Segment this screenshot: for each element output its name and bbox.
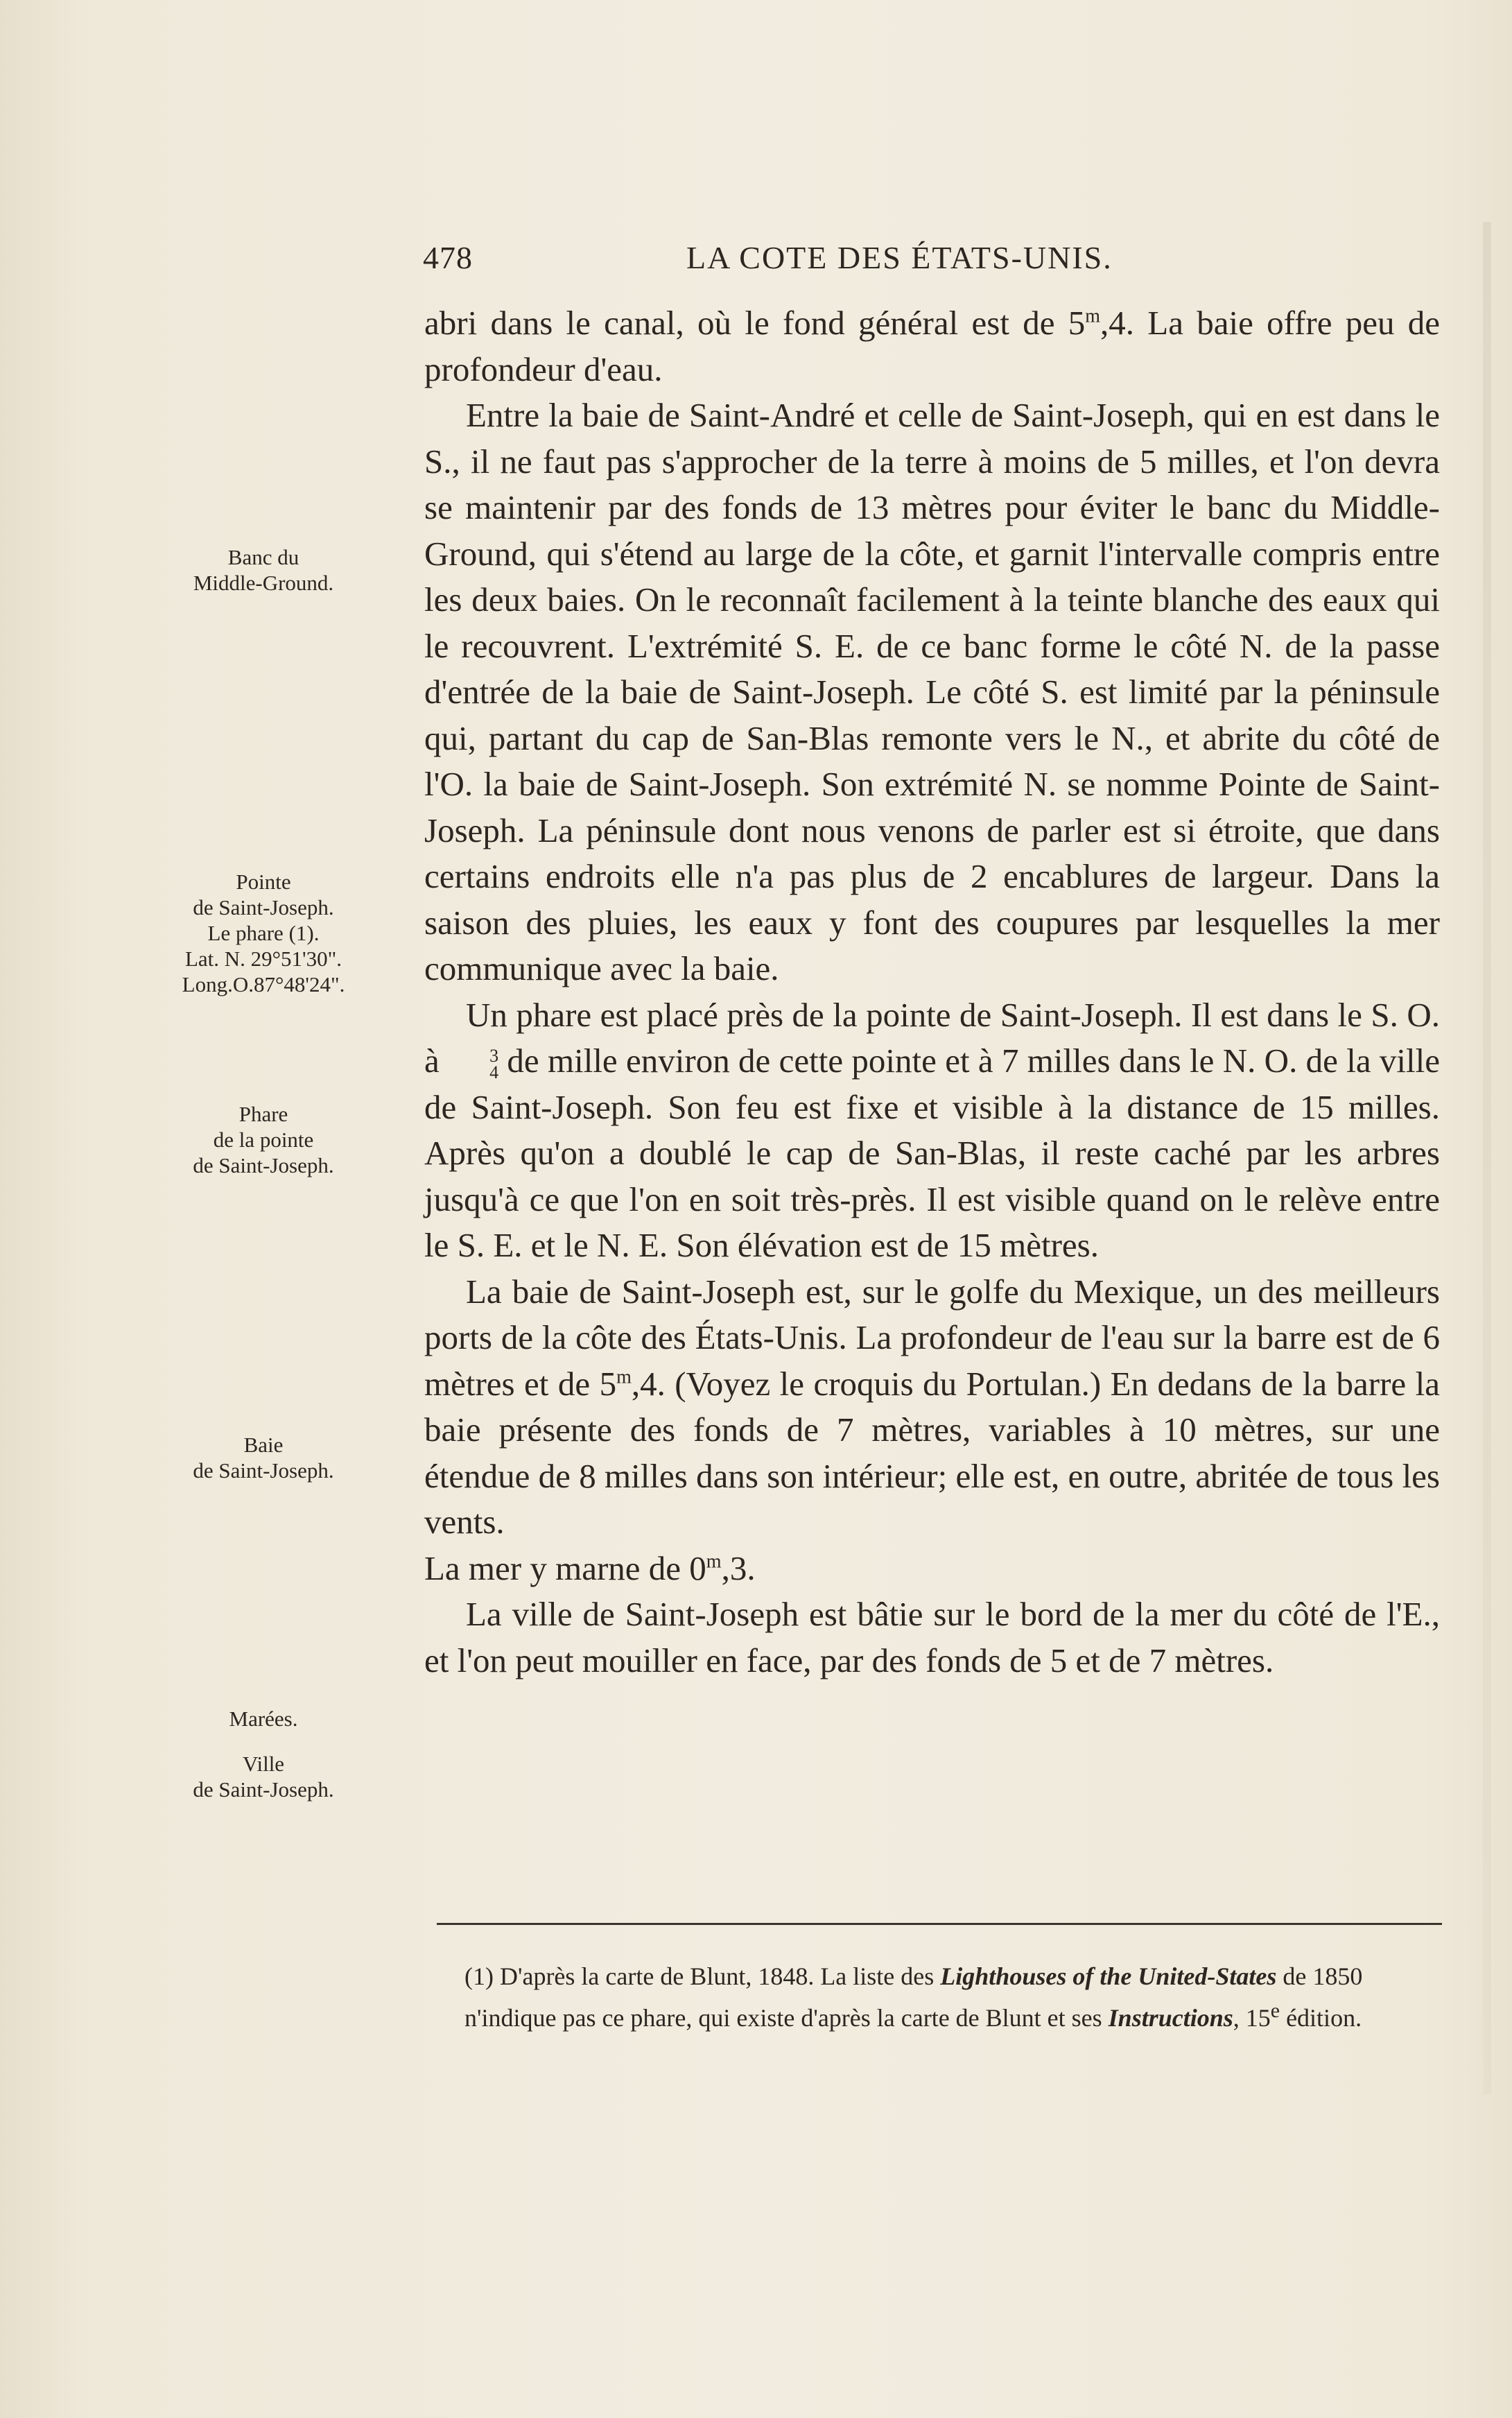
paragraph: Un phare est placé près de la pointe de Saint-Joseph. Il est dans le S. O. à 3 4 de mille environ de cette pointe et à 7 milles dans le N. O. de la ville de Saint-Joseph. Son feu est fixe et visible à la distance de 15 milles. Après qu'on a doublé le cap de San-Blas, il reste caché par les arbres jusqu'à ce que l'on en soit très-près. Il est visible quand on le relève entre le S. E. et le N. E. Son élévation est de 15 mètres. xyxy=(424,995,1440,1264)
margin-note-ville: Ville de Saint-Joseph. xyxy=(193,1752,334,1802)
margin-note-marees: Marées. xyxy=(229,1707,298,1731)
paragraph: Entre la baie de Saint-André et celle de Saint-Joseph, qui en est dans le S., il ne faut pas s'approcher de la terre à moins de 5 milles, et l'on devra se maintenir par des fonds de 13 mètres pour éviter le banc du Middle-Ground, qui s'étend au large de la côte, et garnit l'intervalle compris entre les deux baies. On le reconnaît facilement à la teinte blanche des eaux qui le recouvrent. L'extrémité S. E. de ce banc forme le côté N. de la passe d'entrée de la baie de Saint-Joseph. Le côté S. est limité par la péninsule qui, partant du cap de San-Blas remonte vers le N., et abrite du côté de l'O. la baie de Saint-Joseph. Son extrémité N. se nomme Pointe de Saint-Joseph. La péninsule dont nous venons de parler est si étroite, que dans certains endroits elle n'a pas plus de 2 encablures de largeur. Dans la saison des pluies, les eaux y font des coupures par lesquelles la mer communique avec la baie. xyxy=(424,396,1440,987)
margin-note-baie: Baie de Saint-Joseph. xyxy=(193,1433,334,1483)
margin-note-banc: Banc du Middle-Ground. xyxy=(193,545,334,595)
running-title: LA COTE DES ÉTATS-UNIS. xyxy=(686,240,1113,275)
paragraph: La ville de Saint-Joseph est bâtie sur le bord de la mer du côté de l'E., et l'on peut mouiller en face, par des fonds de 5 et de 7 mètres. xyxy=(424,1595,1440,1679)
margin-note-pointe: Pointe de Saint-Joseph. Le phare (1). Lat. N. 29°51'30". Long.O.87°48'24". xyxy=(182,870,345,996)
footnote: (1) D'après la carte de Blunt, 1848. La liste des Lighthouses of the United-States de 1850 n'indique pas ce phare, qui existe d'après la carte de Blunt et ses Instructions, 15e édition. xyxy=(464,1962,1363,2032)
paragraph: La baie de Saint-Joseph est, sur le golfe du Mexique, un des meilleurs ports de la côte des États-Unis. La profondeur de l'eau sur la barre est de 6 mètres et de 5$^m$,4. (Voyez le croquis du Portulan.) En dedans de la barre la baie présente des fonds de 7 mètres, variables à 10 mètres, sur une étendue de 8 milles dans son intérieur; elle est, en outre, abritée de tous les vents. xyxy=(424,1272,1440,1541)
fraction: 3 4 xyxy=(489,1045,499,1082)
page-number: 478 xyxy=(423,240,473,275)
main-text xyxy=(424,300,1440,1684)
paragraph: abri dans le canal, où le fond général est de 5$^m$,4. La baie offre peu de profondeur d'eau. xyxy=(424,304,1440,388)
page-edge-shadow xyxy=(1483,222,1491,2094)
paragraph: La mer y marne de 0$^m$,3. xyxy=(424,1548,756,1587)
page-header xyxy=(416,232,1442,281)
margin-note-phare: Phare de la pointe de Saint-Joseph. xyxy=(193,1102,334,1177)
footnote-rule xyxy=(437,1923,1442,1925)
